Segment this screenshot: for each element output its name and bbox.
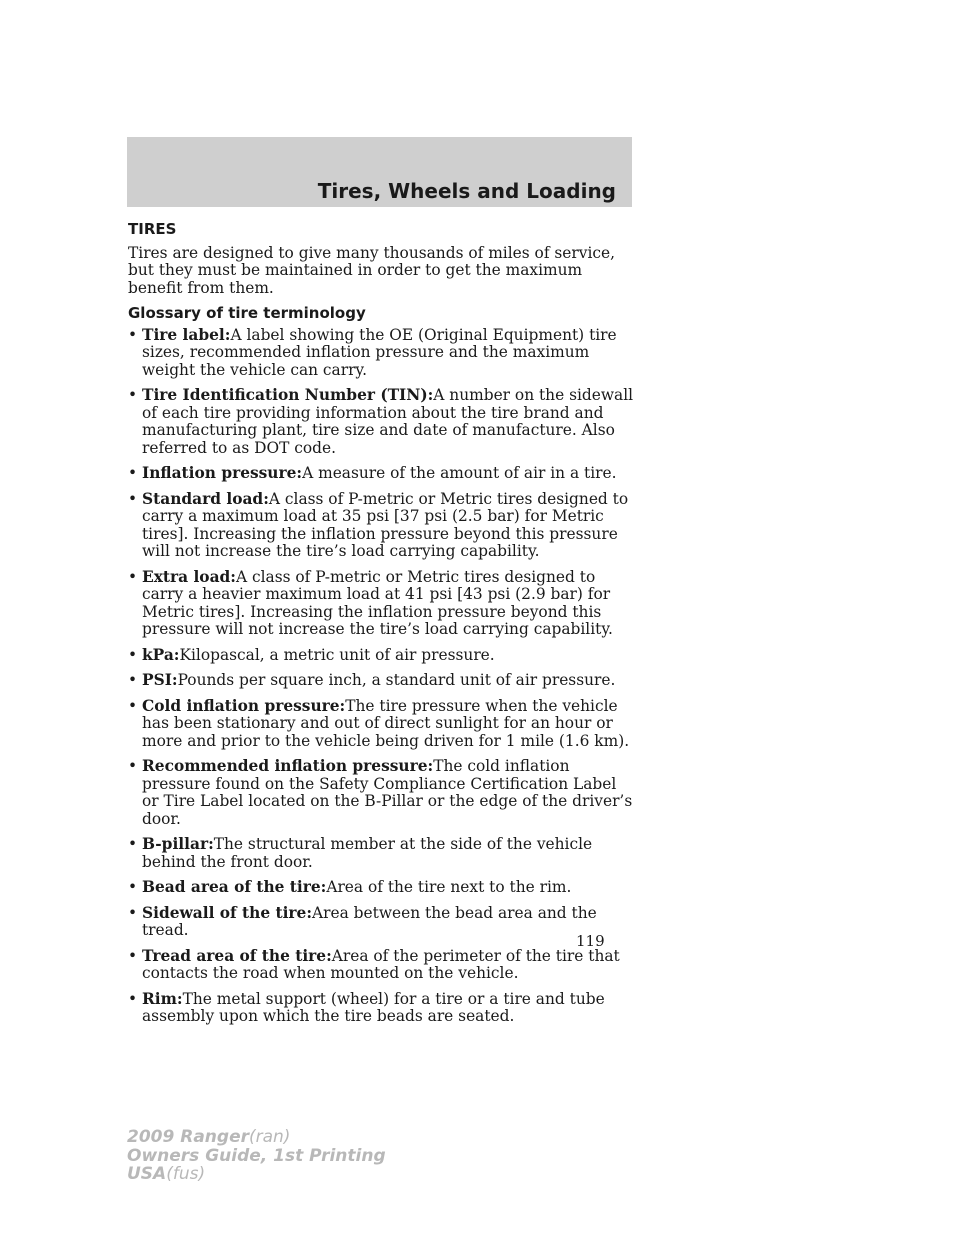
glossary-definition: Pounds per square inch, a standard unit of air pressure. (177, 671, 616, 689)
section-heading: TIRES (128, 220, 177, 238)
footer-guide: Owners Guide, 1st Printing (127, 1145, 386, 1166)
bullet-icon: • (128, 878, 138, 896)
bullet-icon: • (128, 946, 138, 965)
bullet-icon: • (128, 386, 138, 404)
glossary-definition: Kilopascal, a metric unit of air pressure. (179, 645, 495, 664)
section-header-band (127, 137, 632, 207)
glossary-item (128, 698, 634, 751)
glossary-item (128, 758, 634, 828)
bullet-icon: • (128, 903, 138, 922)
footer-market: USA (127, 1164, 167, 1184)
intro-paragraph: Tires are designed to give many thousands of miles of service, but they must be maintained in order to get the maximum benefit from them. (128, 243, 616, 297)
print-footer (127, 1128, 386, 1184)
glossary-term: Inflation pressure: (142, 464, 303, 482)
glossary-item (128, 905, 634, 940)
glossary-definition: Area of the tire next to the rim. (326, 878, 572, 896)
glossary-definition: A label showing the OE (Original Equipment) tire sizes, recommended inflation pressure and the maximum weight the vehicle can carry. (142, 325, 617, 379)
glossary-definition: The structural member at the side of the vehicle behind the front door. (142, 835, 593, 871)
glossary-item (128, 948, 634, 983)
bullet-icon: • (128, 671, 138, 689)
bullet-icon: • (128, 757, 138, 775)
footer-line-market (127, 1165, 386, 1184)
glossary-item (128, 387, 634, 457)
glossary-item (128, 647, 634, 665)
glossary-heading: Glossary of tire terminology (128, 304, 366, 322)
glossary-term: kPa: (142, 645, 180, 664)
glossary-definition: The cold inflation pressure found on the Safety Compliance Certification Label or Tire Label located on the B-Pillar or the edge of the driver’s door. (142, 757, 633, 828)
glossary-term: Bead area of the tire: (142, 878, 327, 896)
glossary-item (128, 836, 634, 871)
bullet-icon: • (128, 567, 138, 586)
glossary-term: PSI: (142, 671, 178, 689)
glossary-item (128, 569, 634, 639)
glossary-definition: A number on the sidewall of each tire providing information about the tire brand and manufacturing plant, tire size and date of manufacture. Also referred to as DOT code. (142, 386, 634, 457)
footer-model-code: (ran) (248, 1127, 291, 1147)
glossary-item (128, 491, 634, 561)
glossary-term: Tread area of the tire: (142, 946, 332, 965)
glossary-term: Cold inflation pressure: (142, 696, 346, 715)
glossary-definition: A class of P-metric or Metric tires designed to carry a maximum load at 35 psi [37 psi (2.5 bar) for Metric tires]. Increasing the inflation pressure beyond this pressure will not increase the tire’s load carrying capability. (142, 489, 629, 560)
section-header-title: Tires, Wheels and Loading (317, 179, 616, 203)
glossary-definition: Area of the perimeter of the tire that contacts the road when mounted on the vehicle. (142, 946, 620, 982)
bullet-icon: • (128, 696, 138, 715)
glossary-term: Standard load: (142, 489, 269, 508)
glossary-definition: The tire pressure when the vehicle has been stationary and out of direct sunlight for an hour or more and prior to the vehicle being driven for 1 mile (1.6 km). (142, 696, 630, 750)
glossary-item (128, 672, 634, 690)
glossary-list (128, 327, 634, 1026)
glossary-term: Tire Identification Number (TIN): (142, 386, 434, 404)
glossary-term: Extra load: (142, 567, 236, 586)
glossary-definition: A measure of the amount of air in a tire. (302, 464, 617, 482)
glossary-item (128, 465, 634, 483)
glossary-item (128, 879, 634, 897)
glossary-term: Recommended inflation pressure: (142, 757, 434, 775)
page-content (128, 221, 634, 1034)
glossary-item (128, 327, 634, 380)
bullet-icon: • (128, 645, 138, 664)
glossary-definition: Area between the bead area and the tread. (142, 903, 597, 939)
glossary-item (128, 991, 634, 1026)
glossary-term: Rim: (142, 989, 183, 1008)
glossary-term: Tire label: (142, 325, 231, 344)
bullet-icon: • (128, 489, 138, 508)
bullet-icon: • (128, 989, 138, 1008)
bullet-icon: • (128, 464, 138, 482)
bullet-icon: • (128, 835, 138, 853)
footer-line-guide (127, 1147, 386, 1166)
glossary-term: B-pillar: (142, 835, 214, 853)
footer-line-model (127, 1128, 386, 1147)
glossary-term: Sidewall of the tire: (142, 903, 313, 922)
bullet-icon: • (128, 325, 138, 344)
footer-market-code: (fus) (166, 1164, 206, 1184)
page-number: 119 (576, 932, 605, 950)
footer-model: 2009 Ranger (127, 1127, 249, 1147)
glossary-definition: A class of P-metric or Metric tires designed to carry a heavier maximum load at 41 psi [43 psi (2.9 bar) for Metric tires]. Increasing the inflation pressure beyond this pressure will not increase the tire’s load carrying capability. (142, 567, 613, 638)
glossary-definition: The metal support (wheel) for a tire or a tire and tube assembly upon which the tire beads are seated. (142, 989, 605, 1025)
